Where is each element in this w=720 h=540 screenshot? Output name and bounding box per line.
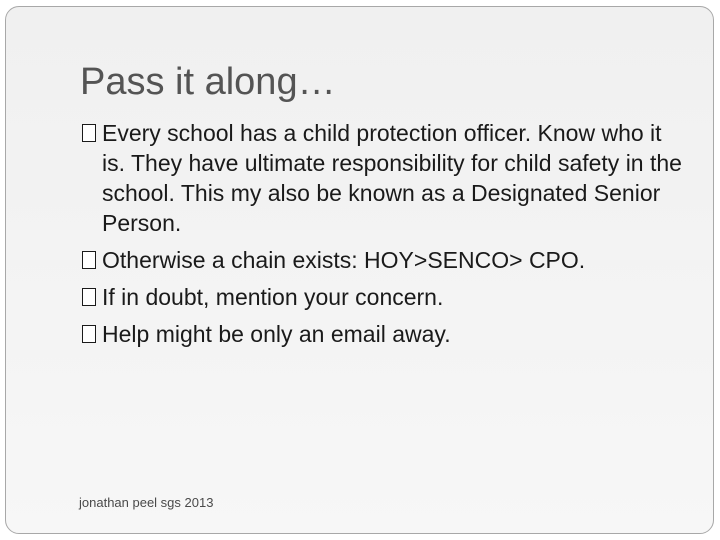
bullet-text: Every school has a child protection officer. Know who it is. They have ultimate responsibility for child safety in the school. This my also be known as a Designated Senior Person. [102,120,682,236]
bullet-box-icon [82,251,96,269]
bullet-item-child-protection-officer [82,118,682,238]
bullet-text: If in doubt, mention your concern. [102,284,444,310]
bullet-list [82,118,682,356]
slide-footer: jonathan peel sgs 2013 [79,495,214,510]
bullet-box-icon [82,124,96,142]
bullet-item-help-email [82,319,682,349]
bullet-text: Otherwise a chain exists: HOY>SENCO> CPO. [102,247,586,273]
bullet-item-if-in-doubt [82,282,682,312]
bullet-item-chain [82,245,682,275]
bullet-box-icon [82,325,96,343]
bullet-box-icon [82,288,96,306]
slide-title: Pass it along… [80,61,336,103]
bullet-text: Help might be only an email away. [102,321,451,347]
